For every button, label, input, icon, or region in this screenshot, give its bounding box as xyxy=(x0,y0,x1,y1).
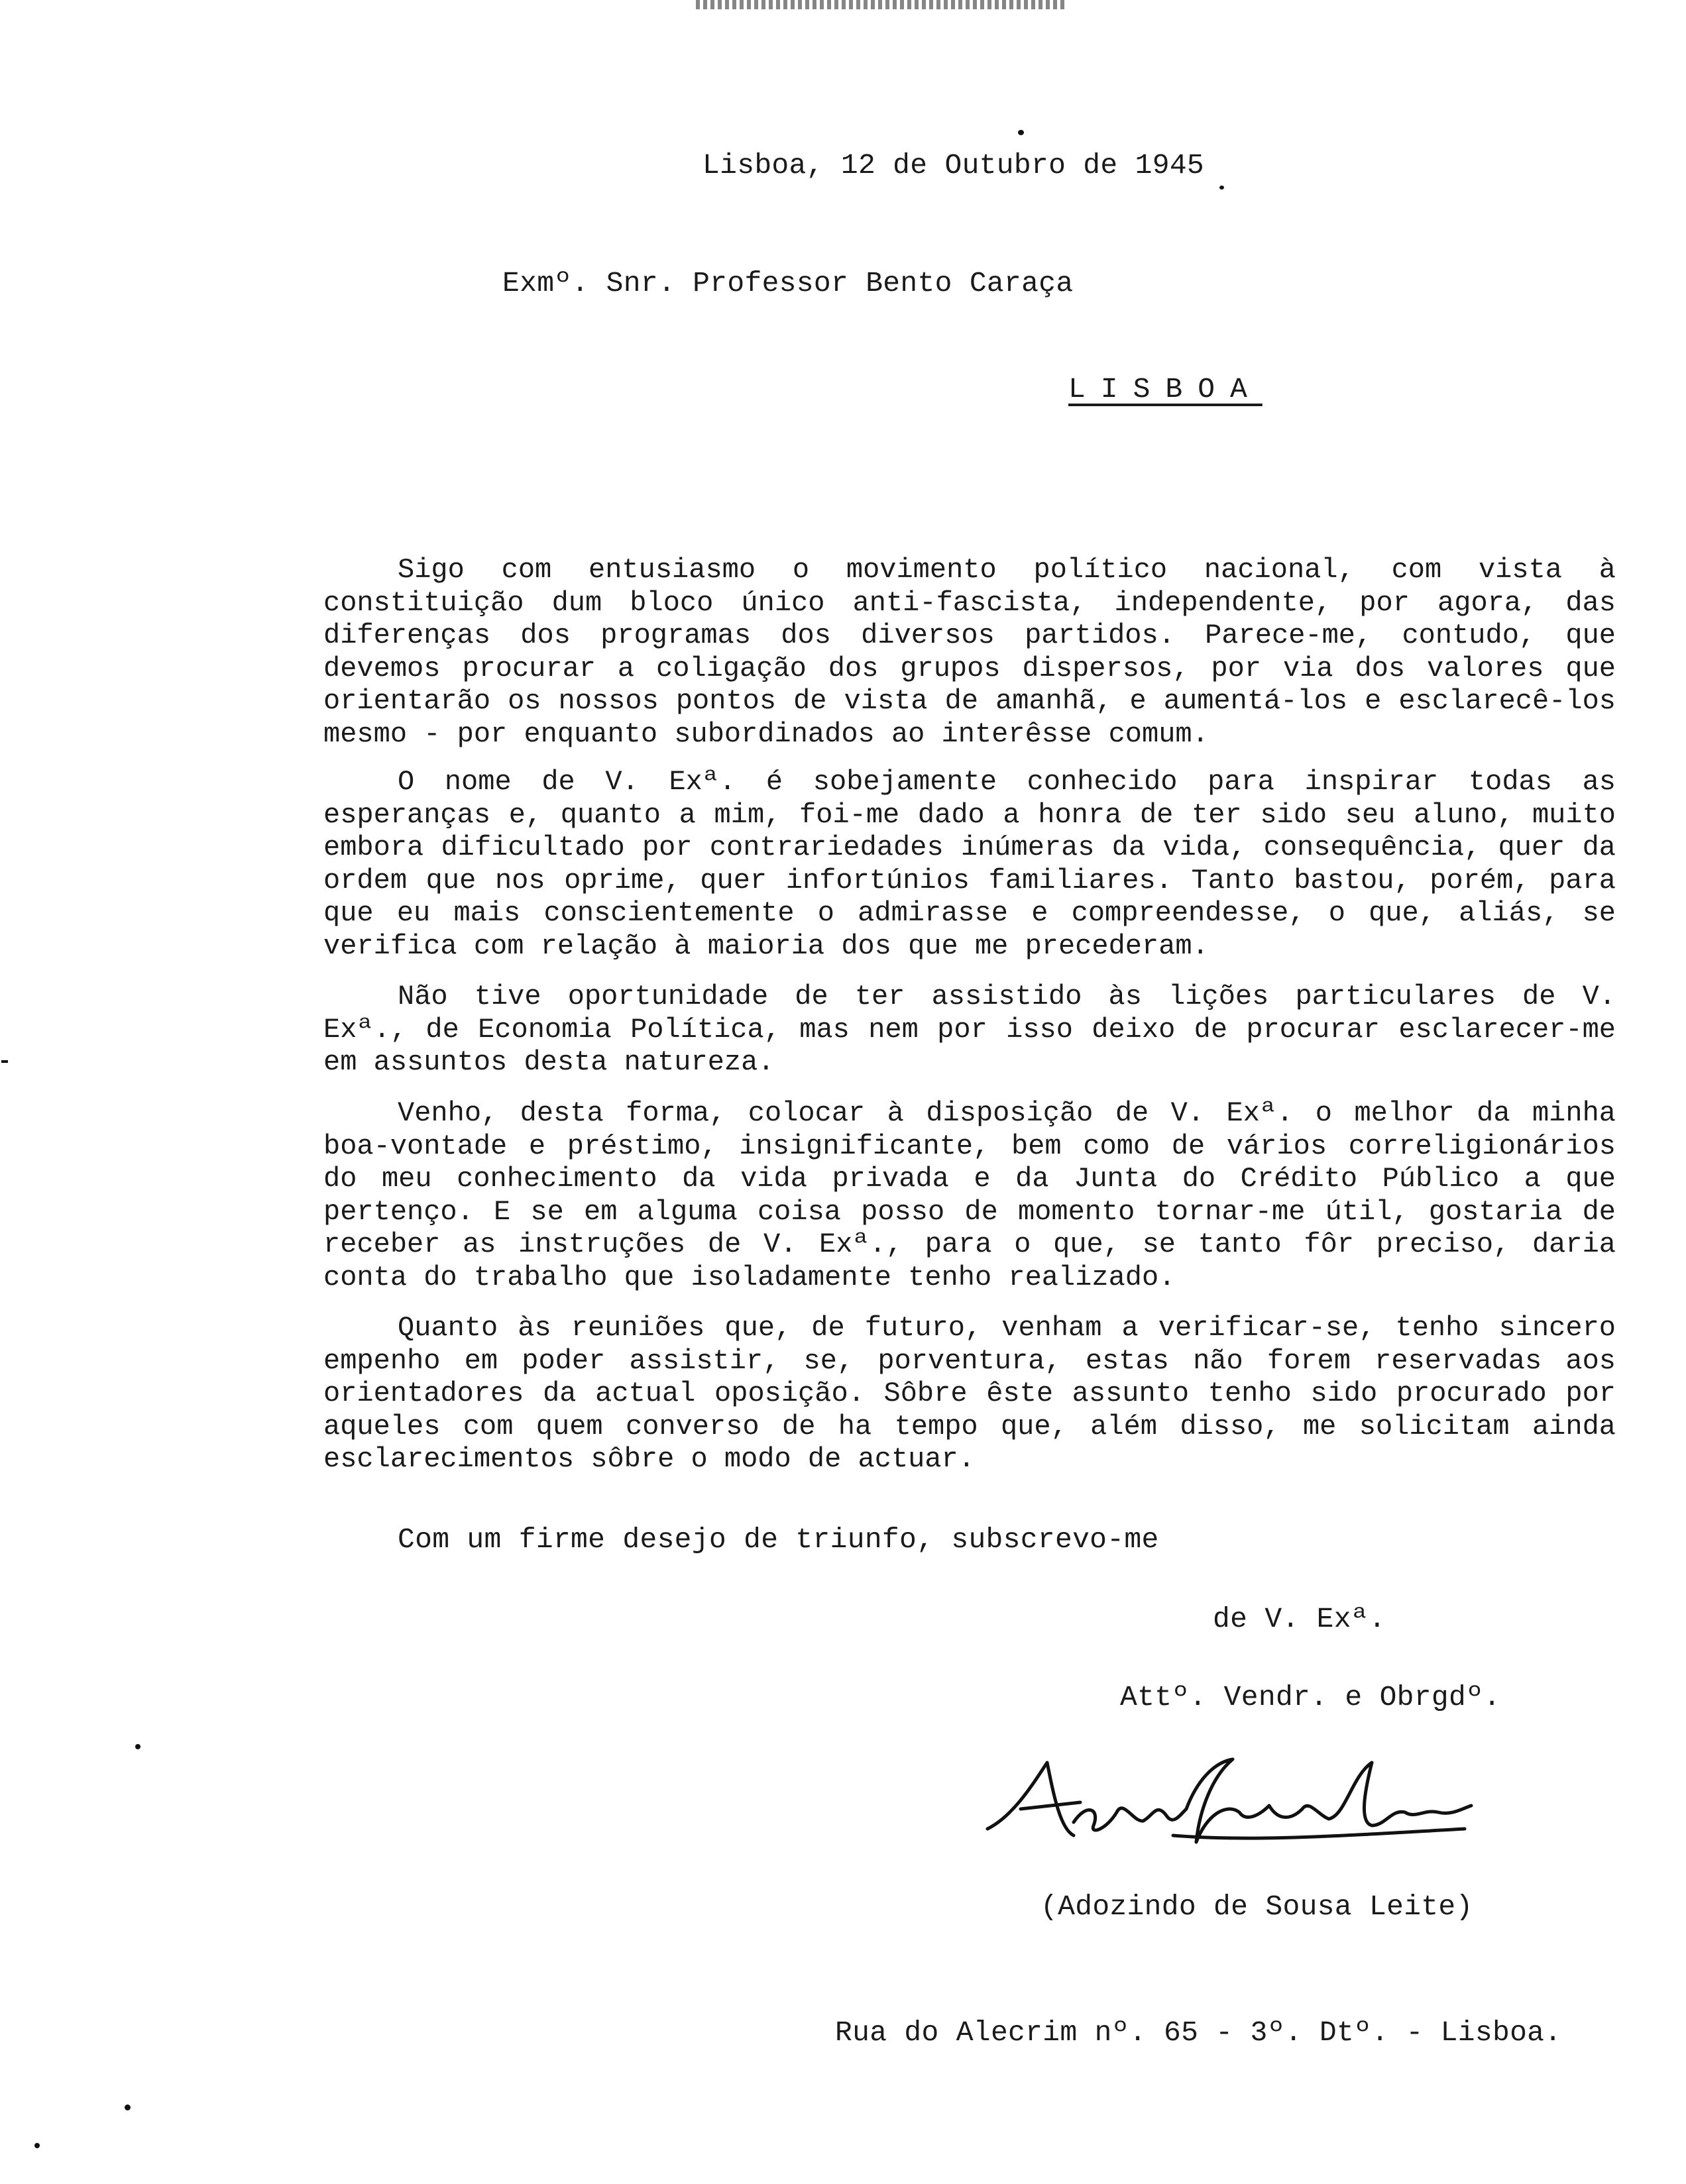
scan-speck xyxy=(1219,186,1224,190)
sender-address: Rua do Alecrim nº. 65 - 3º. Dtº. - Lisboa. xyxy=(835,2016,1562,2049)
letter-paragraph-4: Venho, desta forma, colocar à disposição de V. Exª. o melhor da minha boa-vontade e préstimo, insignificante, bem como de vários correligionários do meu conhecimento da vida privada e da Junta do Crédito Público a que pertenço. E se em alguma coisa posso de momento tornar-me útil, gostaria de receber as instruções de V. Exª., para o que, se tanto fôr preciso, daria conta do trabalho que isoladamente tenho realizado. xyxy=(323,1097,1616,1293)
signature-name: (Adozindo de Sousa Leite) xyxy=(1040,1890,1473,1923)
letter-salutation: Exmº. Snr. Professor Bento Caraça xyxy=(502,267,1074,300)
scan-speck xyxy=(125,2104,131,2110)
scan-artifact xyxy=(696,0,1067,9)
letter-date: Lisboa, 12 de Outubro de 1945 xyxy=(702,149,1205,182)
scan-speck xyxy=(34,2143,40,2148)
scan-speck xyxy=(1018,130,1024,135)
letter-paragraph-3: Não tive oportunidade de ter assistido às lições particulares de V. Exª., de Economia Política, mas nem por isso deixo de procurar esclarecer-me em assuntos desta natureza. xyxy=(323,981,1616,1078)
letter-paragraph-2: O nome de V. Exª. é sobejamente conhecido para inspirar todas as esperanças e, quanto a mim, foi-me dado a honra de ter sido seu aluno, muito embora dificultado por contrariedades inúmeras da vida, consequência, quer da ordem que nos oprime, quer infortúnios familiares. Tanto bastou, porém, para que eu mais conscientemente o admirasse e compreendesse, o que, aliás, se verifica com relação à maioria dos que me precederam. xyxy=(323,766,1616,962)
scan-speck xyxy=(1,1060,8,1063)
scan-speck xyxy=(135,1744,140,1749)
handwritten-signature xyxy=(974,1736,1478,1869)
letter-closing: Com um firme desejo de triunfo, subscrevo-me xyxy=(398,1523,1159,1556)
letter-paragraph-5: Quanto às reuniões que, de futuro, venham a verificar-se, tenho sincero empenho em poder assistir, se, porventura, estas não forem reservadas aos orientadores da actual oposição. Sôbre êste assunto tenho sido procurado por aqueles com quem converso de ha tempo que, além disso, me solicitam ainda esclarecimentos sôbre o modo de actuar. xyxy=(323,1312,1616,1475)
letter-signoff-1: de V. Exª. xyxy=(1213,1603,1386,1635)
letter-city: LISBOA xyxy=(1068,373,1263,406)
letter-signoff-2: Attº. Vendr. e Obrgdº. xyxy=(1120,1681,1501,1714)
letter-paragraph-1: Sigo com entusiasmo o movimento político nacional, com vista à constituição dum bloco único anti-fascista, independente, por agora, das diferenças dos programas dos diversos partidos. Parece-me, contudo, que devemos procurar a coligação dos grupos dispersos, por via dos valores que orientarão os nossos pontos de vista de amanhã, e aumentá-los e esclarecê-los mesmo - por enquanto subordinados ao interêsse comum. xyxy=(323,554,1616,750)
